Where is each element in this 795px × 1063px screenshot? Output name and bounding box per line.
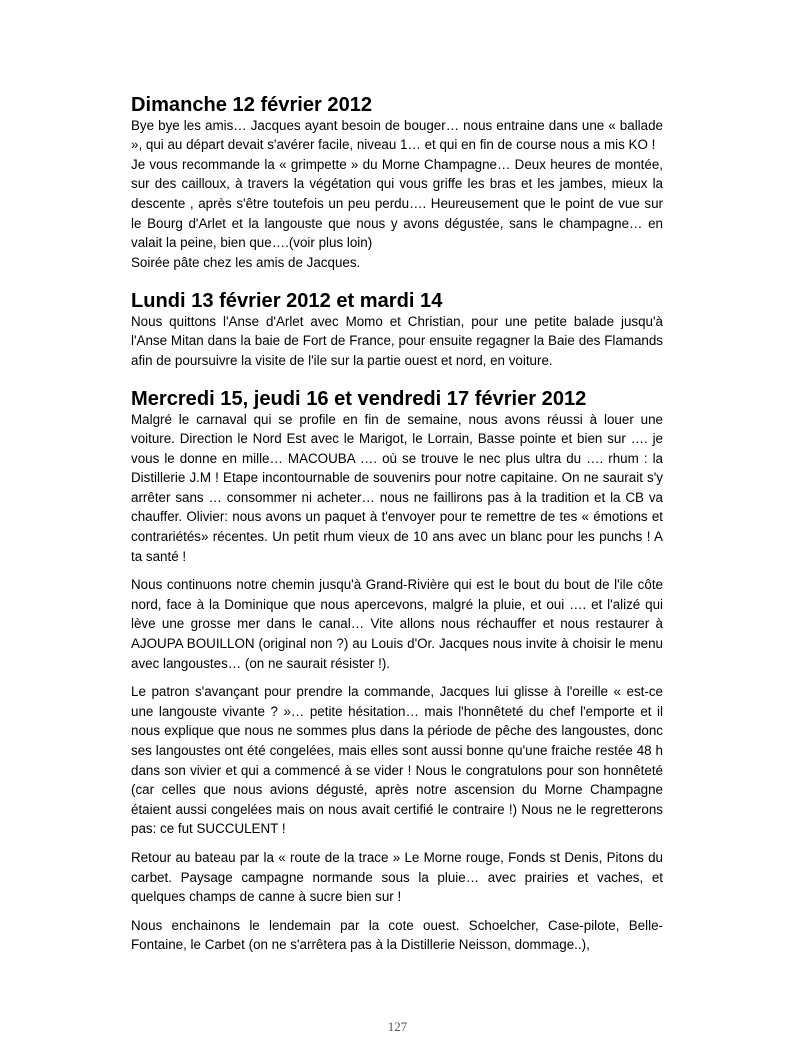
- section-heading-dimanche: Dimanche 12 février 2012: [131, 94, 373, 116]
- section-heading-mercredi: Mercredi 15, jeudi 16 et vendredi 17 février 2012: [131, 387, 587, 410]
- section-heading-lundi: Lundi 13 février 2012 et mardi 14: [131, 289, 443, 312]
- document-body: [131, 96, 663, 955]
- paragraph: Malgré le carnaval qui se profile en fin de semaine, nous avons réussi à louer une voiture. Direction le Nord Est avec le Marigot, le Lorrain, Basse pointe et bien sur …. je vous le donne en mille… MACOUBA …. où se trouve le nec plus ultra du …. rhum : la Distillerie J.M ! Etape incontournable de souvenirs pour notre capitaine. On ne saurait s'y arrêter sans … consommer ni acheter… nous ne faillirons pas à la tradition et la CB va chauffer. Olivier: nous avons un paquet à t'envoyer pour te remettre de tes « émotions et contrariétés» récentes. Un petit rhum vieux de 10 ans avec un blanc pour les punchs ! A ta santé !: [131, 411, 663, 564]
- paragraph: Nous continuons notre chemin jusqu'à Grand-Rivière qui est le bout du bout de l'ile côte nord, face à la Dominique que nous apercevons, malgré la pluie, et oui …. et l'alizé qui lève une grosse mer dans le canal… Vite allons nous réchauffer et nous restaurer à AJOUPA BOUILLON (original non ?) au Louis d'Or. Jacques nous invite à choisir le menu avec langoustes… (on ne saurait résister !).: [131, 577, 663, 671]
- section-spacer: [131, 272, 663, 292]
- paragraph: Je vous recommande la « grimpette » du Morne Champagne… Deux heures de montée, sur des cailloux, à travers la végétation qui vous griffe les bras et les jambes, mieux la descente , après s'être toutefois un peu perdu…. Heureusement que le point de vue sur le Bourg d'Arlet et la langouste que nous y avons dégustée, sans le champagne… en valait la peine, bien que….(voir plus loin): [131, 156, 663, 251]
- section-spacer: [131, 370, 663, 390]
- paragraph: Retour au bateau par la « route de la trace » Le Morne rouge, Fonds st Denis, Pitons du carbet. Paysage campagne normande sous la pluie… avec prairies et vaches, et quelques champs de canne à sucre bien sur !: [131, 849, 663, 905]
- paragraph-spacer: [131, 673, 663, 682]
- paragraph: Nous quittons l'Anse d'Arlet avec Momo et Christian, pour une petite balade jusqu'à l'Anse Mitan dans la baie de Fort de France, pour ensuite regagner la Baie des Flamands afin de poursuivre la visite de l'ile sur la partie ouest et nord, en voiture.: [131, 313, 663, 368]
- paragraph: Le patron s'avançant pour prendre la commande, Jacques lui glisse à l'oreille « est-ce une langouste vivante ? »… petite hésitation… mais l'honnêteté du chef l'emporte et il nous explique que nous ne sommes plus dans la période de pêche des langoustes, donc ses langoustes ont été congelées, mais elles sont aussi bonne qu'une fraiche restée 48 h dans son vivier et qui a commencé à se vider ! Nous le congratulons pour son honnêteté (car celles que nous avions dégusté, après notre ascension du Morne Champagne étaient aussi congelées mais on nous avait certifié le contraire !) Nous ne le regretterons pas: ce fut SUCCULENT !: [131, 684, 663, 837]
- paragraph-spacer: [131, 907, 663, 916]
- page-number: 127: [387, 1019, 408, 1034]
- paragraph: Nous enchainons le lendemain par la cote ouest. Schoelcher, Case-pilote, Belle-Fontaine, le Carbet (on ne s'arrêtera pas à la Distillerie Neisson, dommage..),: [131, 917, 663, 953]
- paragraph: Bye bye les amis… Jacques ayant besoin de bouger… nous entraine dans une « ballade », qui au départ devait s'avérer facile, niveau 1… et qui en fin de course nous a mis KO !: [131, 117, 663, 153]
- paragraph-spacer: [131, 839, 663, 848]
- paragraph-spacer: [131, 566, 663, 575]
- paragraph: Soirée pâte chez les amis de Jacques.: [131, 254, 361, 270]
